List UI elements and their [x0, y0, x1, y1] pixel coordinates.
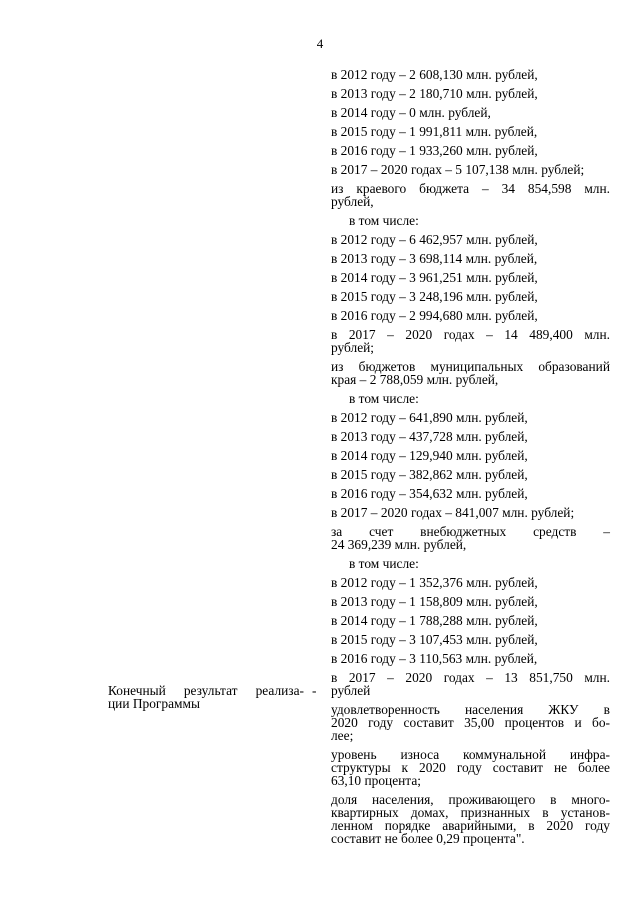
final-result-label-line2: ции Программы: [108, 696, 200, 711]
result-line: составит не более 0,29 процента".: [331, 831, 525, 846]
financing-line: в 2012 году – 2 608,130 млн. рублей,: [331, 67, 538, 82]
regional-budget-heading-line2: рублей,: [331, 194, 374, 209]
regional-budget-last-line1: в 2017 – 2020 годах – 14 489,400 млн.: [331, 327, 610, 342]
municipal-budget-heading-line2: края – 2 788,059 млн. рублей,: [331, 372, 499, 387]
result-item-emergency-housing: [331, 793, 610, 845]
regional-budget-last: [331, 328, 610, 354]
regional-budget-line: в 2012 году – 6 462,957 млн. рублей,: [331, 232, 538, 247]
municipal-budget-line: в 2013 году – 437,728 млн. рублей,: [331, 429, 528, 444]
result-line: доля населения, проживающего в много-: [331, 792, 610, 807]
result-line: структуры к 2020 году составит не более: [331, 760, 610, 775]
financing-line: в 2015 году – 1 991,811 млн. рублей,: [331, 124, 538, 139]
regional-budget-line: в 2014 году – 3 961,251 млн. рублей,: [331, 270, 538, 285]
extrabudgetary-last-line1: в 2017 – 2020 годах – 13 851,750 млн.: [331, 670, 610, 685]
extrabudgetary-last: [331, 671, 610, 697]
municipal-budget-heading: [331, 360, 610, 386]
financing-column: [331, 68, 610, 851]
extrabudgetary-line: в 2013 году – 1 158,809 млн. рублей,: [331, 594, 538, 609]
result-line: 2020 году составит 35,00 процентов и бо-: [331, 715, 610, 730]
result-line: уровень износа коммунальной инфра-: [331, 747, 610, 762]
result-line: лее;: [331, 728, 354, 743]
extrabudgetary-line: в 2015 году – 3 107,453 млн. рублей,: [331, 632, 538, 647]
extrabudgetary-line: в 2012 году – 1 352,376 млн. рублей,: [331, 575, 538, 590]
including-label: в том числе:: [349, 556, 419, 571]
regional-budget-heading-line1: из краевого бюджета – 34 854,598 млн.: [331, 181, 610, 196]
page-number: 4: [316, 36, 324, 51]
extrabudgetary-line: в 2016 году – 3 110,563 млн. рублей,: [331, 651, 538, 666]
result-line: квартирных домах, признанных в установ-: [331, 805, 610, 820]
result-line: ленном порядке аварийными, в 2020 году: [331, 818, 610, 833]
extrabudgetary-heading: [331, 525, 610, 551]
financing-line: в 2013 году – 2 180,710 млн. рублей,: [331, 86, 538, 101]
financing-line: в 2014 году – 0 млн. рублей,: [331, 105, 491, 120]
municipal-budget-line: в 2012 году – 641,890 млн. рублей,: [331, 410, 528, 425]
result-line: 63,10 процента;: [331, 773, 421, 788]
extrabudgetary-heading-line2: 24 369,239 млн. рублей,: [331, 537, 467, 552]
municipal-budget-line: в 2015 году – 382,862 млн. рублей,: [331, 467, 528, 482]
final-result-label: [108, 684, 304, 710]
regional-budget-heading: [331, 182, 610, 208]
regional-budget-line: в 2016 году – 2 994,680 млн. рублей,: [331, 308, 538, 323]
including-label: в том числе:: [349, 213, 419, 228]
regional-budget-line: в 2015 году – 3 248,196 млн. рублей,: [331, 289, 538, 304]
extrabudgetary-line: в 2014 году – 1 788,288 млн. рублей,: [331, 613, 538, 628]
result-line: удовлетворенность населения ЖКУ в: [331, 702, 610, 717]
financing-line: в 2017 – 2020 годах – 5 107,138 млн. рублей;: [331, 162, 585, 177]
result-item-wear: [331, 748, 610, 787]
financing-line: в 2016 году – 1 933,260 млн. рублей,: [331, 143, 538, 158]
extrabudgetary-heading-line1: за счет внебюджетных средств –: [331, 524, 610, 539]
municipal-budget-line: в 2014 году – 129,940 млн. рублей,: [331, 448, 528, 463]
regional-budget-last-line2: рублей;: [331, 340, 375, 355]
municipal-budget-line: в 2017 – 2020 годах – 841,007 млн. рублей;: [331, 505, 575, 520]
final-result-dash: -: [312, 683, 317, 698]
result-item-satisfaction: [331, 703, 610, 742]
extrabudgetary-last-line2: рублей: [331, 683, 371, 698]
municipal-budget-heading-line1: из бюджетов муниципальных образований: [331, 359, 610, 374]
municipal-budget-line: в 2016 году – 354,632 млн. рублей,: [331, 486, 528, 501]
including-label: в том числе:: [349, 391, 419, 406]
final-result-label-line1: Конечный результат реализа-: [108, 683, 304, 698]
regional-budget-line: в 2013 году – 3 698,114 млн. рублей,: [331, 251, 538, 266]
